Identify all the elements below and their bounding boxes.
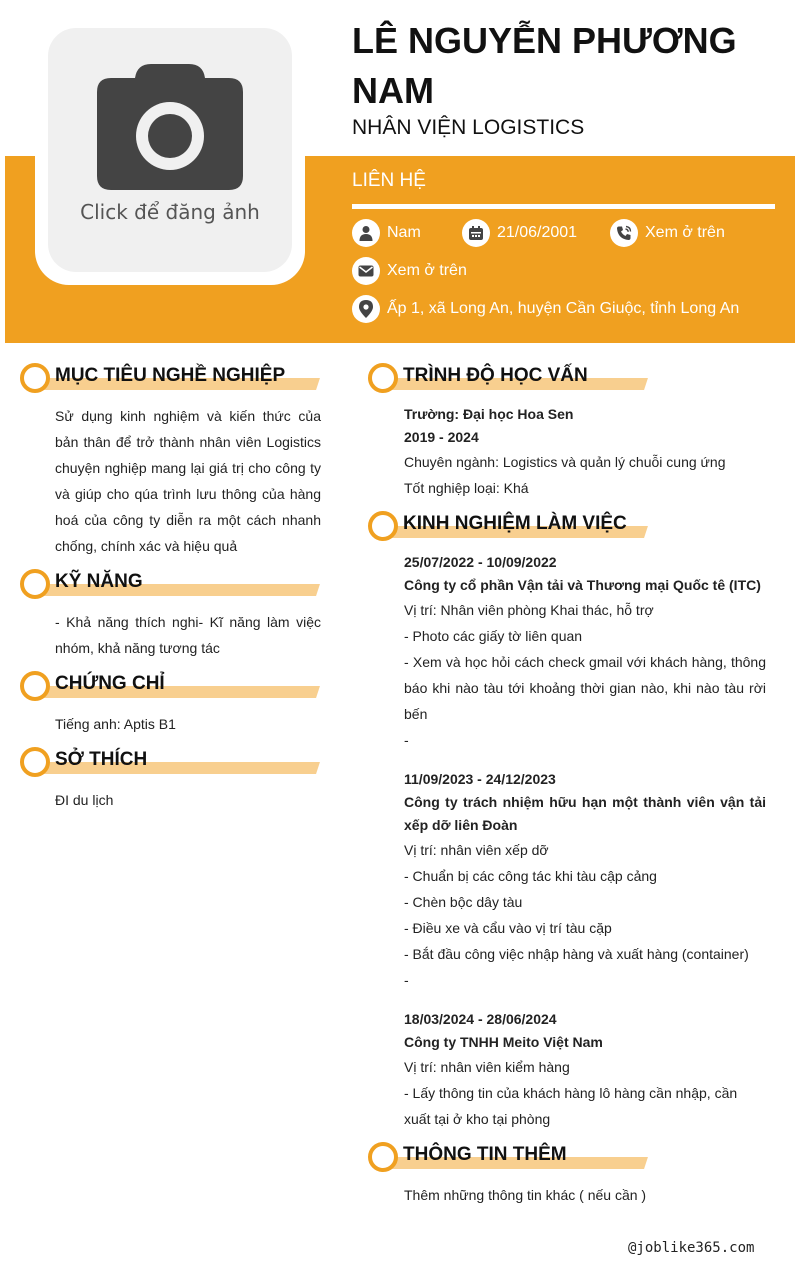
photo-caption: Click để đăng ảnh <box>80 200 260 224</box>
job-company: Công ty trách nhiệm hữu hạn một thành viên vận tải xếp dỡ liên Đoàn <box>404 794 766 833</box>
contact-divider <box>352 204 775 209</box>
circle-bullet-icon <box>20 569 50 599</box>
location-pin-icon <box>352 295 380 323</box>
job-line: - Photo các giấy tờ liên quan <box>404 628 583 644</box>
contact-address <box>352 295 739 323</box>
person-icon <box>352 219 380 247</box>
circle-bullet-icon <box>20 747 50 777</box>
education-period: 2019 - 2024 <box>404 429 479 445</box>
experience-heading: KINH NGHIỆM LÀM VIỆC <box>403 513 627 534</box>
job-line: - Bắt đầu công việc nhập hàng và xuất hàng (container) <box>404 946 749 962</box>
section-certificates <box>20 671 320 701</box>
education-heading: TRÌNH ĐỘ HỌC VẤN <box>403 365 588 386</box>
job-line: - <box>404 972 409 988</box>
education-grade: Tốt nghiệp loại: Khá <box>404 480 529 496</box>
section-skills <box>20 569 320 599</box>
objective-text: Sử dụng kinh nghiệm và kiến thức của bản thân để trở thành nhân viên Logistics chuyện nghiệp mang lại giá trị cho công ty và giúp cho qúa trình lưu thông của hàng hoá của công ty diễn ra một cách nhanh chống, chính xác và hiệu quả <box>55 408 321 554</box>
certificates-text: Tiếng anh: Aptis B1 <box>55 716 176 732</box>
watermark-text: @joblike365.com <box>628 1240 755 1256</box>
camera-icon <box>97 64 243 190</box>
circle-bullet-icon <box>20 671 50 701</box>
hobbies-heading: SỞ THÍCH <box>55 749 148 770</box>
job-period: 25/07/2022 - 10/09/2022 <box>404 554 557 570</box>
job-period: 18/03/2024 - 28/06/2024 <box>404 1011 557 1027</box>
certificates-heading: CHỨNG CHỈ <box>55 673 165 694</box>
education-school: Trường: Đại học Hoa Sen <box>404 406 574 422</box>
job-title: NHÂN VIỆN LOGISTICS <box>352 116 585 139</box>
job-period: 11/09/2023 - 24/12/2023 <box>404 771 556 787</box>
skills-heading: KỸ NĂNG <box>55 571 143 592</box>
section-hobbies <box>20 747 320 777</box>
gender-value: Nam <box>387 224 421 241</box>
contact-heading: LIÊN HỆ <box>352 170 426 191</box>
education-major: Chuyên ngành: Logistics và quản lý chuỗi cung ứng <box>404 454 726 470</box>
candidate-name: LÊ NGUYỄN PHƯƠNG NAM <box>352 20 737 111</box>
section-education <box>368 363 648 393</box>
birthday-value: 21/06/2001 <box>497 224 578 241</box>
additional-heading: THÔNG TIN THÊM <box>403 1144 567 1165</box>
job-company: Công ty cổ phần Vận tải và Thương mại Quốc tê (ITC) <box>404 577 761 593</box>
circle-bullet-icon <box>368 363 398 393</box>
contact-birthday <box>462 219 577 247</box>
objective-heading: MỤC TIÊU NGHỀ NGHIỆP <box>55 365 286 386</box>
job-line: Vị trí: nhân viên xếp dỡ <box>404 842 549 858</box>
job-line: - Xem và học hỏi cách check gmail với khách hàng, thông báo khi nào tàu tới khoảng thời gian nào, khi nào tàu rời bến <box>404 654 766 722</box>
email-icon <box>352 257 380 285</box>
email-value: Xem ở trên <box>387 262 467 279</box>
phone-icon <box>610 219 638 247</box>
circle-bullet-icon <box>368 1142 398 1172</box>
job-line: Vị trí: nhân viên kiểm hàng <box>404 1059 570 1075</box>
job-line: - Chèn bộc dây tàu <box>404 894 523 910</box>
job-line: - <box>404 732 409 748</box>
photo-upload[interactable] <box>48 28 292 272</box>
calendar-icon <box>462 219 490 247</box>
job-line: - Chuẩn bị các công tác khi tàu cập cảng <box>404 868 657 884</box>
job-line: - Lấy thông tin của khách hàng lô hàng cần nhập, cần xuất tại ở kho tại phòng <box>404 1085 738 1127</box>
contact-gender <box>352 219 421 247</box>
job-line: Vị trí: Nhân viên phòng Khai thác, hỗ trợ <box>404 602 654 618</box>
job-company: Công ty TNHH Meito Việt Nam <box>404 1034 603 1050</box>
section-additional <box>368 1142 648 1172</box>
contact-email[interactable] <box>352 257 467 285</box>
hobbies-text: ĐI du lịch <box>55 792 114 808</box>
job-line: - Điều xe và cẩu vào vị trí tàu cặp <box>404 920 612 936</box>
contact-phone[interactable] <box>610 219 725 247</box>
skills-text: - Khả năng thích nghi- Kĩ năng làm việc nhóm, khả năng tương tác <box>55 614 321 656</box>
section-experience <box>368 511 648 541</box>
section-objective <box>20 363 320 393</box>
circle-bullet-icon <box>20 363 50 393</box>
additional-text: Thêm những thông tin khác ( nếu cần ) <box>404 1187 647 1203</box>
circle-bullet-icon <box>368 511 398 541</box>
address-value: Ấp 1, xã Long An, huyện Cần Giuộc, tỉnh Long An <box>387 300 740 317</box>
phone-value: Xem ở trên <box>645 224 725 241</box>
